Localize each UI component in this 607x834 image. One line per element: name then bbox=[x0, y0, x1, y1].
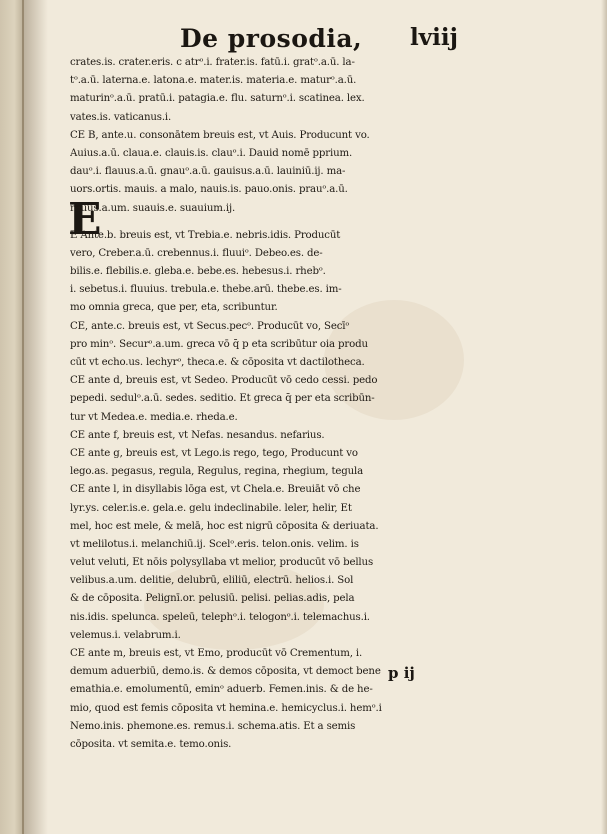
text-line: velut veluti, Et nōis polysyllaba vt melior, producūt vō bellus bbox=[70, 557, 374, 569]
text-line bbox=[70, 218, 462, 227]
text-line: lego.as. pegasus, regula, Regulus, regina, rhegium, tegula bbox=[70, 466, 364, 478]
text-line: CE, ante.c. breuis est, vt Secus.pecᵒ. Producūt vo, Secīᵒ bbox=[70, 320, 350, 332]
text-line: cōposita. vt semita.e. temo.onis. bbox=[70, 738, 232, 750]
text-line: pepedi. sedulᵒ.a.ū. sedes. seditio. Et greca q̄ per eta scribūn- bbox=[70, 393, 375, 405]
text-line: vt melilotus.i. melanchiū.ij. Scelᵒ.eris. telon.onis. velim. is bbox=[70, 538, 359, 550]
text-line: mio, quod est femis cōposita vt hemina.e. hemicyclus.i. hemᵒ.i bbox=[70, 702, 382, 714]
text-line: Nemo.inis. phemone.es. remus.i. schema.atis. Et a semis bbox=[70, 720, 356, 732]
text-line: dauᵒ.i. flauus.a.ū. gnauᵒ.a.ū. gauisus.a.ū. lauiniū.ij. ma- bbox=[70, 166, 346, 178]
text-line: CE ante f, breuis est, vt Nefas. nesandus. nefarius. bbox=[70, 429, 325, 441]
page-edge bbox=[601, 0, 607, 834]
text-line: nis.idis. spelunca. speleū, telephᵒ.i. telogonᵒ.i. telemachus.i. bbox=[70, 611, 370, 623]
signature-mark: p ij bbox=[388, 664, 415, 682]
text-line: vero, Creber.a.ū. crebennus.i. fluuiᵒ. Debeo.es. de- bbox=[70, 247, 323, 259]
gutter-shadow bbox=[22, 0, 48, 834]
text-line: cūt vt echo.us. lechyrᵒ, theca.e. & cōposita vt dactilotheca. bbox=[70, 357, 365, 368]
text-line: CE ante g, breuis est, vt Lego.is rego, tego, Producunt vo bbox=[70, 447, 358, 459]
text-line: E Ante.b. breuis est, vt Trebia.e. nebris.idis. Producūt bbox=[70, 229, 341, 241]
text-line: pro minᵒ. Securᵒ.a.um. greca vō q̄ p eta scribūtur oia produ bbox=[70, 338, 368, 350]
folio-number: lviij bbox=[410, 24, 458, 51]
text-line: velibus.a.um. delitie, delubrū, eliliū, electrū. helios.i. Sol bbox=[70, 575, 354, 587]
text-line: maturinᵒ.a.ū. pratū.i. patagia.e. flu. saturnᵒ.i. scatinea. lex. bbox=[70, 93, 365, 105]
previous-page-edge bbox=[0, 0, 24, 834]
text-line: lyr.ys. celer.is.e. gela.e. gelu indeclinabile. leler, helir, Et bbox=[70, 502, 352, 514]
text-line: rauus.a.um. suauis.e. suauium.ij. bbox=[70, 202, 236, 214]
text-line: bilis.e. flebilis.e. gleba.e. bebe.es. hebesus.i. rhebᵒ. bbox=[70, 266, 326, 278]
text-line: tᵒ.a.ū. laterna.e. latona.e. mater.is. materia.e. maturᵒ.a.ū. bbox=[70, 75, 357, 87]
text-line: crates.is. crater.eris. c atrᵒ.i. frater.is. fatū.i. gratᵒ.a.ū. la- bbox=[70, 57, 355, 68]
text-line: CE ante d, breuis est, vt Sedeo. Producūt vō cedo cessi. pedo bbox=[70, 375, 378, 387]
page-header bbox=[180, 24, 460, 58]
text-line: mo omnia greca, que per, eta, scribuntur. bbox=[70, 302, 278, 314]
text-line: uors.ortis. mauis. a malo, nauis.is. pauo.onis. prauᵒ.a.ū. bbox=[70, 184, 348, 196]
text-line: tur vt Medea.e. media.e. rheda.e. bbox=[70, 411, 238, 423]
text-line: velemus.i. velabrum.i. bbox=[70, 629, 181, 641]
text-line: CE B, ante.u. consonātem breuis est, vt Auis. Producunt vo. bbox=[70, 129, 370, 141]
text-line: demum aduerbiū, demo.is. & demos cōposita, vt democt bene bbox=[70, 666, 381, 678]
text-line: Auius.a.ū. claua.e. clauis.is. clauᵒ.i. Dauid nomē pprium. bbox=[70, 147, 353, 159]
text-line: vates.is. vaticanus.i. bbox=[70, 111, 172, 123]
text-line: emathia.e. emolumentū, eminᵒ aduerb. Femen.inis. & de he- bbox=[70, 684, 373, 696]
decorated-initial: E bbox=[68, 194, 102, 245]
text-line: & de cōposita. Pelignī.or. pelusiū. pelisi. pelias.adis, pela bbox=[70, 593, 355, 605]
text-line: CE ante l, in disyllabis lōga est, vt Chela.e. Breuiāt vō che bbox=[70, 484, 361, 496]
text-line: i. sebetus.i. fluuius. trebula.e. thebe.arū. thebe.es. im- bbox=[70, 284, 342, 296]
text-line: CE ante m, breuis est, vt Emo, producūt vō Crementum, i. bbox=[70, 648, 363, 659]
text-line: mel, hoc est mele, & melā, hoc est nigrū cōposita & deriuata. bbox=[70, 520, 379, 532]
running-title: De prosodia, bbox=[180, 24, 363, 53]
text-body bbox=[70, 54, 462, 754]
